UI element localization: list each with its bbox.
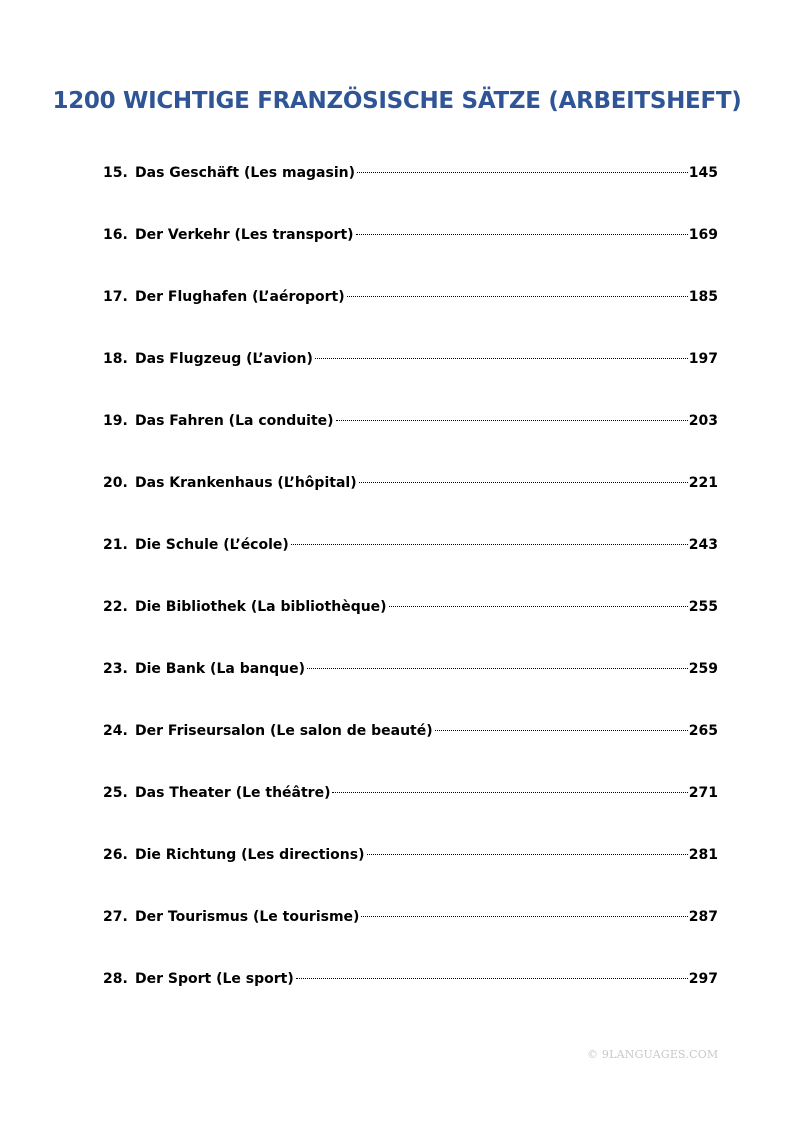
- toc-entry-page: 203: [688, 413, 718, 429]
- dot-leader: [435, 730, 688, 731]
- toc-entry-page: 287: [688, 909, 718, 925]
- toc-entry-number: 23.: [103, 661, 128, 677]
- toc-entry[interactable]: [103, 966, 718, 1028]
- toc-entry[interactable]: [103, 160, 718, 222]
- toc-entry-page: 145: [688, 165, 718, 181]
- toc-entry-page: 271: [688, 785, 718, 801]
- toc-entry-title: Der Flughafen (L’aéroport): [135, 289, 345, 305]
- toc-entry-page: 265: [688, 723, 718, 739]
- toc-entry-title: Die Bank (La banque): [135, 661, 306, 677]
- toc-entry-number: 28.: [103, 971, 128, 987]
- toc-entry[interactable]: [103, 470, 718, 532]
- toc-entry-number: 15.: [103, 165, 128, 181]
- toc-entry[interactable]: [103, 904, 718, 966]
- dot-leader: [347, 296, 688, 297]
- toc-entry-page: 259: [688, 661, 718, 677]
- toc-entry[interactable]: [103, 532, 718, 594]
- toc-entry-title: Der Verkehr (Les transport): [135, 227, 354, 243]
- toc-entry[interactable]: [103, 780, 718, 842]
- toc-entry-number: 25.: [103, 785, 128, 801]
- toc-entry-title: Das Krankenhaus (L’hôpital): [135, 475, 357, 491]
- toc-entry-number: 24.: [103, 723, 128, 739]
- copyright-watermark: © 9LANGUAGES.COM: [587, 1048, 719, 1061]
- toc-entry[interactable]: [103, 594, 718, 656]
- toc-entry-title: Das Fahren (La conduite): [135, 413, 334, 429]
- dot-leader: [315, 358, 688, 359]
- toc-entry-number: 21.: [103, 537, 128, 553]
- toc-entry-title: Die Bibliothek (La bibliothèque): [135, 599, 387, 615]
- toc-entry-title: Das Theater (Le théâtre): [135, 785, 331, 801]
- toc-entry-page: 281: [688, 847, 718, 863]
- toc-entry-number: 18.: [103, 351, 128, 367]
- dot-leader: [296, 978, 688, 979]
- dot-leader: [361, 916, 687, 917]
- dot-leader: [291, 544, 688, 545]
- toc-entry[interactable]: [103, 346, 718, 408]
- dot-leader: [357, 172, 688, 173]
- toc-entry[interactable]: [103, 718, 718, 780]
- toc-entry-title: Der Sport (Le sport): [135, 971, 294, 987]
- toc-entry-page: 197: [688, 351, 718, 367]
- dot-leader: [307, 668, 688, 669]
- toc-entry[interactable]: [103, 842, 718, 904]
- dot-leader: [336, 420, 688, 421]
- toc-entry-title: Die Richtung (Les directions): [135, 847, 365, 863]
- toc-entry-title: Der Friseursalon (Le salon de beauté): [135, 723, 433, 739]
- toc-entry[interactable]: [103, 408, 718, 470]
- dot-leader: [389, 606, 688, 607]
- toc-entry-number: 19.: [103, 413, 128, 429]
- toc-entry-number: 27.: [103, 909, 128, 925]
- toc-entry-number: 26.: [103, 847, 128, 863]
- toc-entry-title: Das Geschäft (Les magasin): [135, 165, 355, 181]
- toc-entry-page: 169: [688, 227, 718, 243]
- toc-entry-number: 17.: [103, 289, 128, 305]
- toc-entry-page: 255: [688, 599, 718, 615]
- toc-entry-page: 221: [688, 475, 718, 491]
- toc-entry-page: 297: [688, 971, 718, 987]
- toc-entry[interactable]: [103, 284, 718, 346]
- toc-entry-number: 22.: [103, 599, 128, 615]
- dot-leader: [356, 234, 688, 235]
- toc-entry-title: Der Tourismus (Le tourisme): [135, 909, 360, 925]
- toc-entry-number: 20.: [103, 475, 128, 491]
- dot-leader: [359, 482, 688, 483]
- toc-entry[interactable]: [103, 222, 718, 284]
- table-of-contents: [103, 160, 718, 1028]
- toc-entry-page: 243: [688, 537, 718, 553]
- toc-entry-page: 185: [688, 289, 718, 305]
- dot-leader: [332, 792, 687, 793]
- dot-leader: [367, 854, 688, 855]
- toc-entry-title: Das Flugzeug (L’avion): [135, 351, 313, 367]
- toc-entry-title: Die Schule (L’école): [135, 537, 289, 553]
- page-title: 1200 WICHTIGE FRANZÖSISCHE SÄTZE (ARBEITSHEFT): [52, 88, 742, 114]
- toc-entry-number: 16.: [103, 227, 128, 243]
- toc-entry[interactable]: [103, 656, 718, 718]
